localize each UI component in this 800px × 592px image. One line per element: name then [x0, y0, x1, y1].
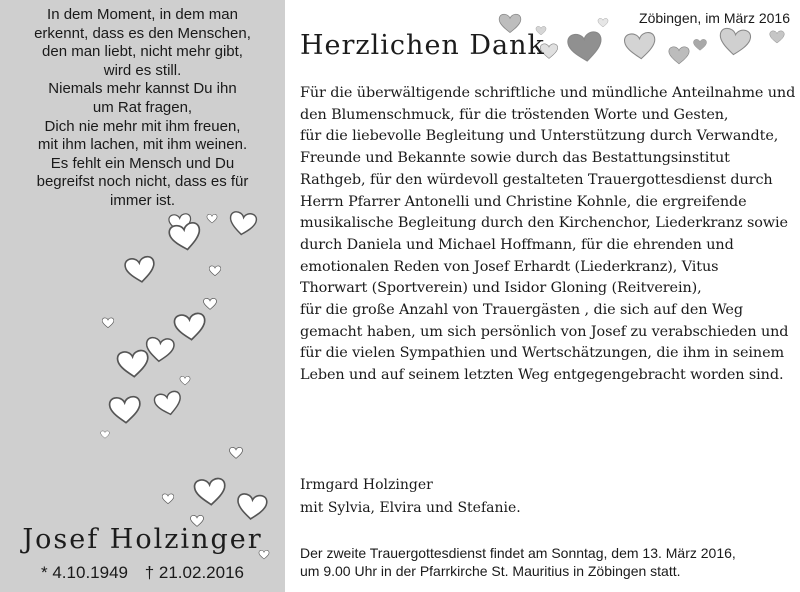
notice-line: um 9.00 Uhr in der Pfarrkirche St. Mauritius in Zöbingen statt. [300, 562, 681, 579]
heart-icon [117, 350, 149, 378]
poem-line: Niemals mehr kannst Du ihn [48, 80, 237, 98]
heart-icon [770, 31, 784, 43]
right-panel [285, 0, 800, 592]
heart-icon [102, 318, 114, 328]
heart-icon [207, 214, 217, 222]
thank-you-text [300, 83, 796, 387]
heart-icon [718, 28, 751, 56]
heart-icon [228, 211, 257, 236]
heart-icon [669, 47, 689, 64]
text-line: für die liebevolle Begleitung und Unterstützung durch Verwandte, [300, 128, 779, 145]
poem-line: Es fehlt ein Mensch und Du [50, 154, 235, 172]
place-date: Zöbingen, im März 2016 [639, 10, 790, 26]
heart-icon [101, 431, 110, 438]
heart-icon [145, 337, 174, 362]
heart-icon [162, 494, 174, 504]
page-title: Herzlichen Dank [300, 30, 545, 61]
heart-icon [109, 396, 141, 424]
heart-icon [567, 31, 604, 63]
heart-icon [180, 376, 190, 384]
signature-line: mit Sylvia, Elvira und Stefanie. [300, 500, 521, 516]
heart-icon [168, 222, 202, 252]
left-panel [0, 0, 285, 592]
poem-line: wird es still. [103, 61, 182, 79]
heart-icon [624, 32, 656, 60]
signature [300, 474, 521, 520]
poem-line: In dem Moment, in dem man [47, 6, 238, 23]
text-line: den Blumenschmuck, für die tröstenden Worte und Gesten, [300, 106, 729, 123]
heart-icon [598, 18, 608, 26]
heart-icon [153, 390, 183, 417]
text-line: Thorwart (Sportverein) und Isidor Gloning (Reitverein), [300, 280, 702, 297]
poem-line: Dich nie mehr mit ihm freuen, [44, 117, 241, 135]
text-line: Freunde und Bekannte sowie durch das Bestattungsinstitut [300, 150, 730, 167]
service-notice [300, 545, 736, 580]
notice-line: Der zweite Trauergottesdienst findet am Sonntag, dem 13. März 2016, [300, 545, 736, 561]
text-line: für die vielen Sympathien und Wertschätzungen, die ihm in seinem [300, 345, 785, 362]
text-line: gemacht haben, um sich persönlich von Josef zu verabschieden und [300, 323, 789, 340]
heart-icon [209, 266, 221, 276]
poem-line: den man liebt, nicht mehr gibt, [42, 43, 243, 61]
poem-line: begreifst noch nicht, dass es für [36, 173, 249, 191]
heart-icon [174, 313, 207, 341]
heart-icon [204, 298, 217, 309]
life-dates [0, 563, 285, 583]
heart-icon [194, 478, 226, 506]
heart-icon [694, 39, 707, 50]
text-line: durch Daniela und Michael Hoffmann, für die ehrenden und [300, 236, 734, 253]
deceased-name: Josef Holzinger [22, 524, 263, 555]
poem-line: um Rat fragen, [92, 98, 193, 116]
poem-line: immer ist. [110, 191, 175, 209]
text-line: Herrn Pfarrer Antonelli und Christine Kohnle, die ergreifende [300, 193, 747, 210]
poem-line: mit ihm lachen, mit ihm weinen. [37, 136, 248, 154]
text-line: Leben und auf seinem letzten Weg entgegengebracht worden sind. [300, 367, 784, 384]
heart-icon [236, 493, 267, 520]
death-date: † 21.02.2016 [144, 563, 244, 582]
text-line: musikalische Begleitung durch den Kirchenchor, Liederkranz sowie [300, 215, 788, 232]
text-line: für die große Anzahl von Trauergästen , die sich auf den Weg [300, 302, 743, 319]
signature-line: Irmgard Holzinger [300, 477, 433, 493]
poem [0, 6, 285, 211]
poem-line: erkennt, dass es den Menschen, [34, 24, 251, 42]
heart-icon [124, 256, 156, 284]
heart-icon [230, 447, 243, 458]
birth-date: * 4.10.1949 [41, 563, 128, 582]
text-line: Für die überwältigende schriftliche und mündliche Anteilnahme und [300, 85, 796, 101]
text-line: Rathgeb, für den würdevoll gestalteten Trauergottesdienst durch [300, 171, 773, 188]
text-line: emotionalen Reden von Josef Erhardt (Liederkranz), Vitus [300, 258, 719, 275]
